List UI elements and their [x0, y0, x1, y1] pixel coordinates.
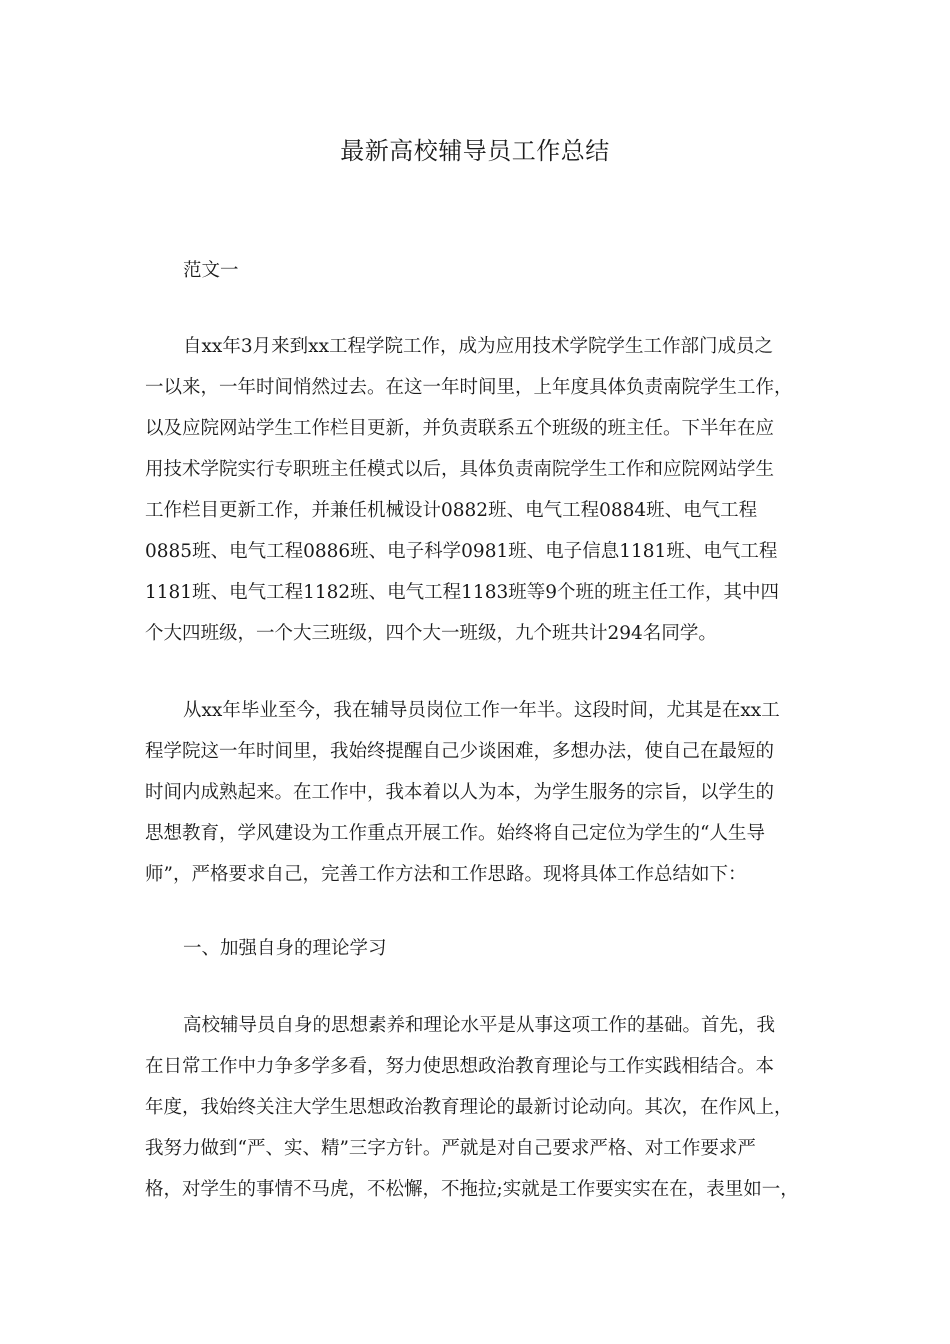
paragraph-line: 我努力做到“严、实、精”三字方针。严就是对自己要求严格、对工作要求严 — [145, 1138, 756, 1159]
paragraph-2 — [145, 690, 813, 895]
paragraph-line: 工作栏目更新工作，并兼任机械设计0882班、电气工程0884班、电气工程 — [145, 500, 758, 521]
paragraph-line: 程学院这一年时间里，我始终提醒自己少谈困难，多想办法，使自己在最短的 — [145, 741, 775, 762]
paragraph-line: 0885班、电气工程0886班、电子科学0981班、电子信息1181班、电气工程 — [145, 541, 778, 562]
section-heading: 一、加强自身的理论学习 — [183, 938, 387, 959]
paragraph-line: 一以来，一年时间悄然过去。在这一年时间里，上年度具体负责南院学生工作， — [145, 377, 793, 398]
paragraph-line: 格，对学生的事情不马虎，不松懈，不拖拉;实就是工作要实实在在，表里如一， — [145, 1179, 799, 1200]
paragraph-1 — [145, 326, 813, 654]
paragraph-line: 年度，我始终关注大学生思想政治教育理论的最新讨论动向。其次，在作风上， — [145, 1097, 793, 1118]
paragraph-line: 师”，严格要求自己，完善工作方法和工作思路。现将具体工作总结如下： — [145, 864, 747, 885]
paragraph-line: 个大四班级，一个大三班级，四个大一班级，九个班共计294名同学。 — [145, 623, 717, 644]
paragraph-line: 从xx年毕业至今，我在辅导员岗位工作一年半。这段时间，尤其是在xx工 — [183, 700, 780, 721]
paragraph-line: 时间内成熟起来。在工作中，我本着以人为本，为学生服务的宗旨，以学生的 — [145, 782, 775, 803]
paragraph-line: 以及应院网站学生工作栏目更新，并负责联系五个班级的班主任。下半年在应 — [145, 418, 775, 439]
paragraph-line: 在日常工作中力争多学多看，努力使思想政治教育理论与工作实践相结合。本 — [145, 1056, 775, 1077]
paragraph-line: 用技术学院实行专职班主任模式以后，具体负责南院学生工作和应院网站学生 — [145, 459, 775, 480]
paragraph-3 — [145, 1005, 813, 1210]
document-title: 最新高校辅导员工作总结 — [340, 137, 610, 165]
paragraph-line: 1181班、电气工程1182班、电气工程1183班等9个班的班主任工作，其中四 — [145, 582, 780, 603]
paragraph-line: 自xx年3月来到xx工程学院工作，成为应用技术学院学生工作部门成员之 — [183, 336, 774, 357]
paragraph-line: 高校辅导员自身的思想素养和理论水平是从事这项工作的基础。首先，我 — [183, 1015, 776, 1036]
sample-heading: 范文一 — [183, 260, 239, 281]
paragraph-line: 思想教育，学风建设为工作重点开展工作。始终将自己定位为学生的“人生导 — [145, 823, 765, 844]
